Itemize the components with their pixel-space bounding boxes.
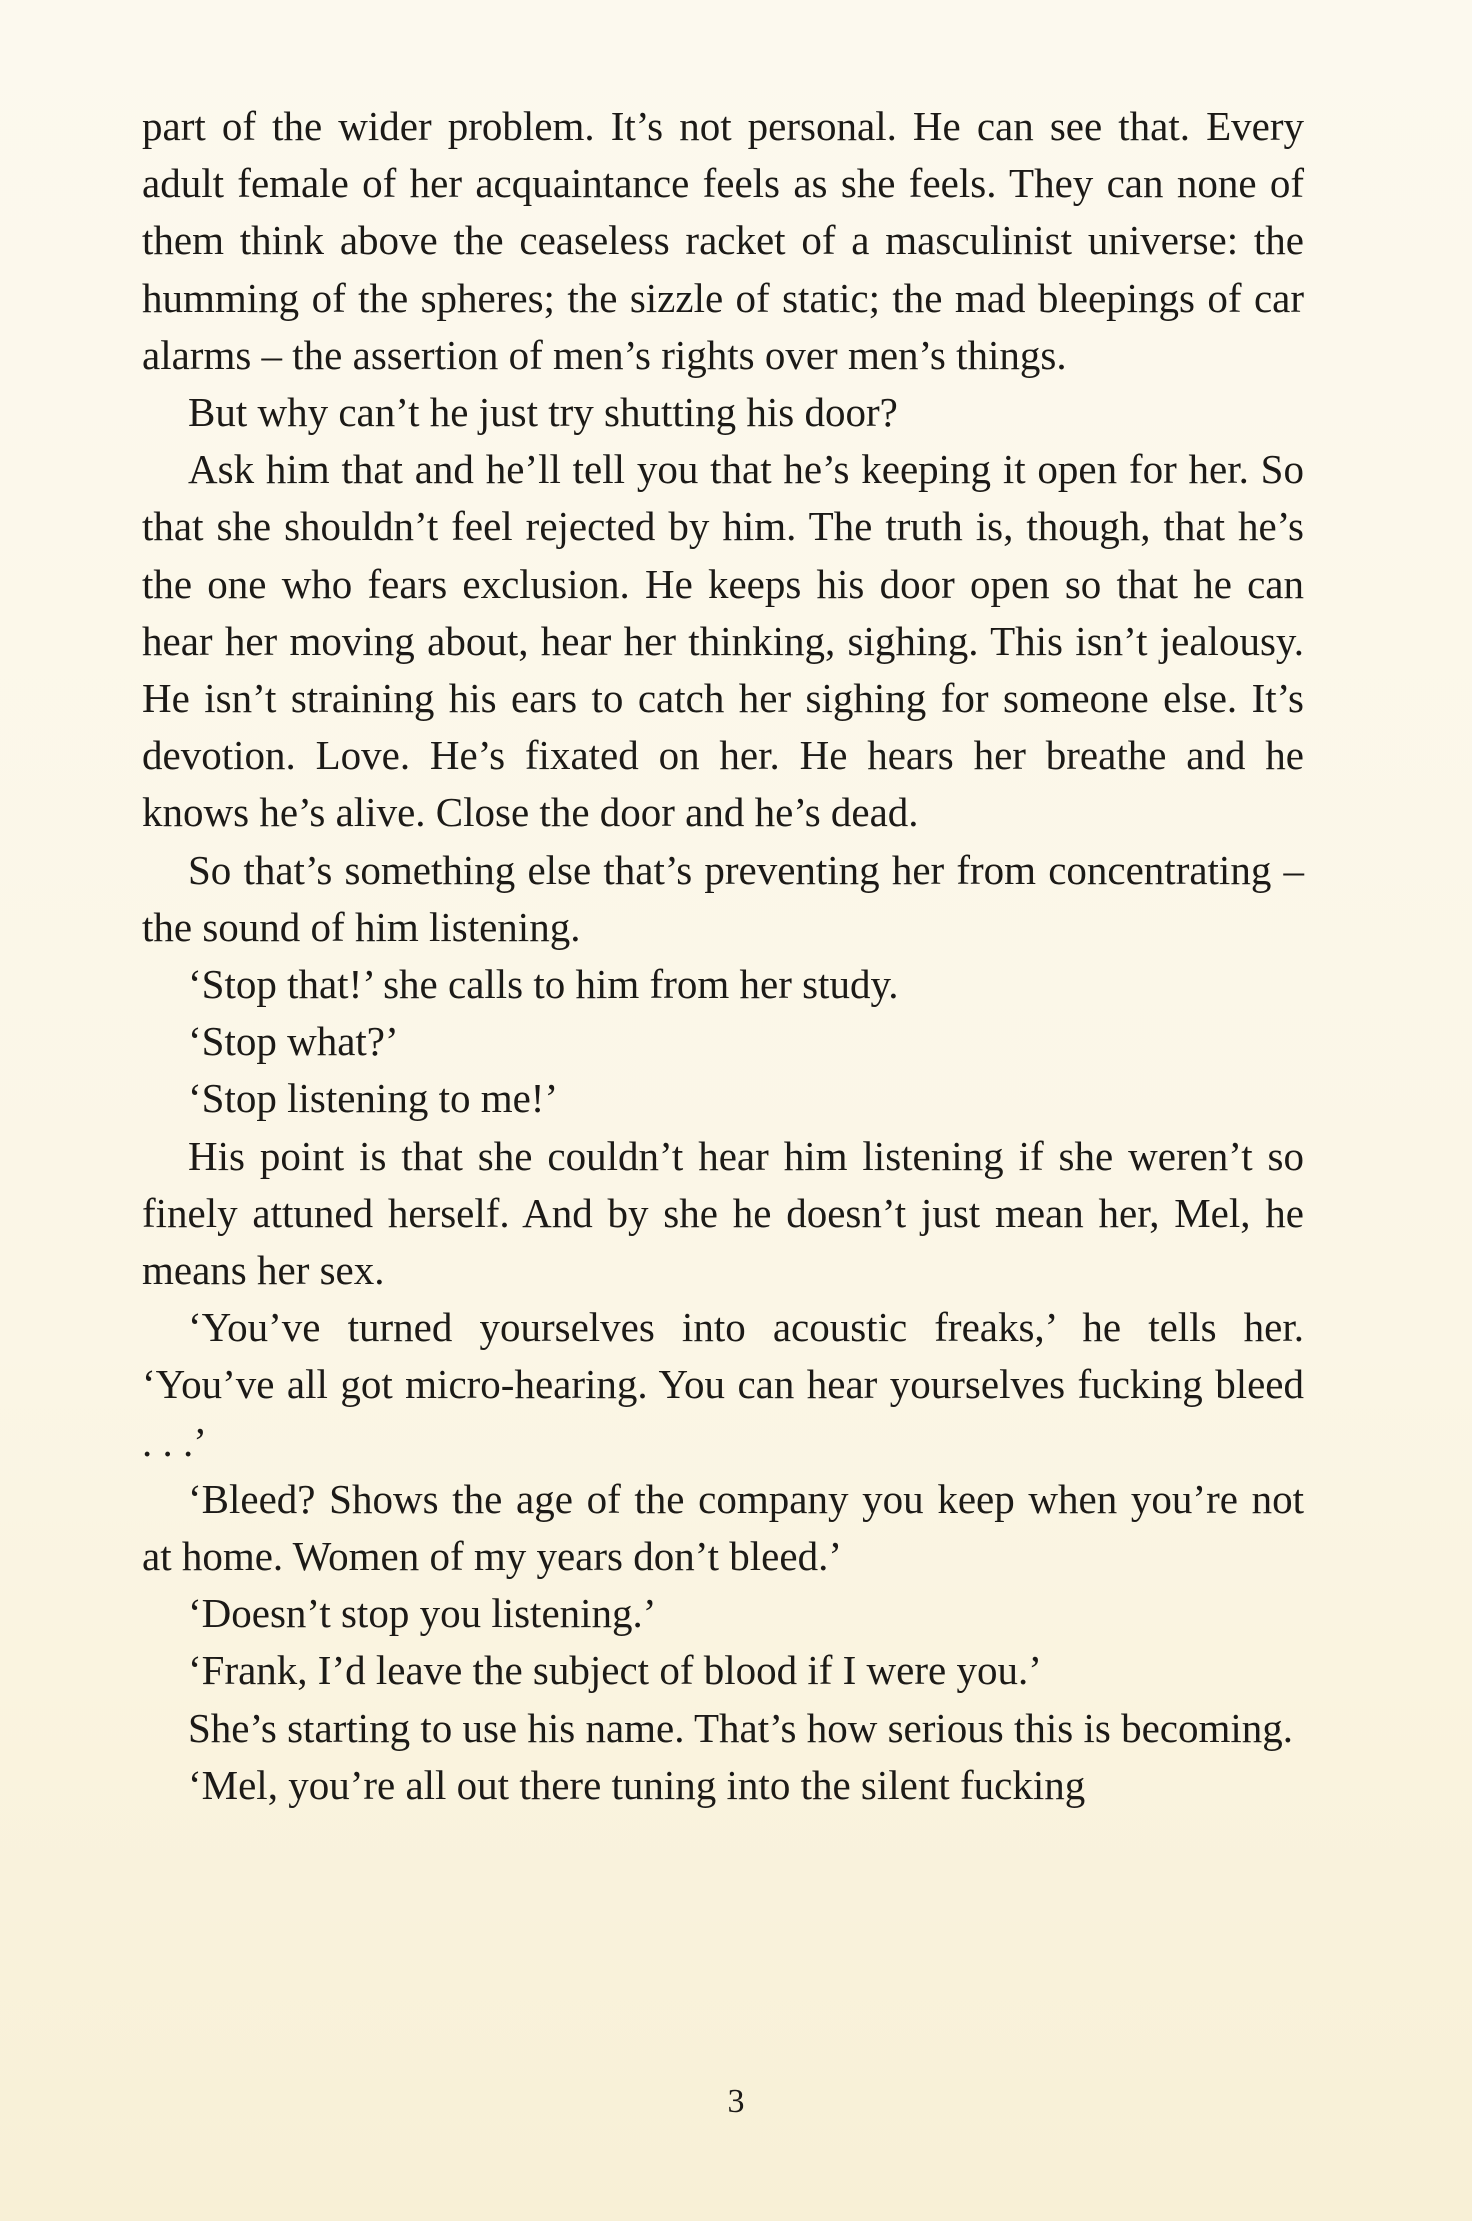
page-number: 3 bbox=[727, 2083, 745, 2120]
paragraph-8: His point is that she couldn’t hear him listening if she weren’t so finely attuned herself. And by she he doesn’t just mean her, Mel, he means her sex. bbox=[142, 1132, 1304, 1294]
paragraph-4: So that’s something else that’s preventing her from concentrating – the sound of him listening. bbox=[142, 846, 1304, 950]
paragraph-2: But why can’t he just try shutting his door? bbox=[188, 389, 898, 436]
paragraph-12: ‘Frank, I’d leave the subject of blood if I were you.’ bbox=[188, 1647, 1042, 1694]
paragraph-13: She’s starting to use his name. That’s how serious this is becoming. bbox=[188, 1704, 1294, 1751]
paragraph-1: part of the wider problem. It’s not personal. He can see that. Every adult female of her acquaintance feels as she feels. They can none of them think above the ceaseless racket of a masculinist universe: the humming of the spheres; the sizzle of static; the mad bleepings of car alarms – the assertion of men’s rights over men’s things. bbox=[142, 103, 1304, 378]
paragraph-7: ‘Stop listening to me!’ bbox=[188, 1075, 559, 1122]
paragraph-9: ‘You’ve turned yourselves into acoustic freaks,’ he tells her. ‘You’ve all got micro-hearing. You can hear yourselves fucking bleed . . .’ bbox=[142, 1304, 1304, 1465]
paragraph-5: ‘Stop that!’ she calls to him from her study. bbox=[188, 961, 899, 1008]
paragraph-10: ‘Bleed? Shows the age of the company you keep when you’re not at home. Women of my years don’t bleed.’ bbox=[142, 1475, 1304, 1580]
body-text bbox=[142, 98, 1304, 1814]
paragraph-6: ‘Stop what?’ bbox=[188, 1018, 399, 1065]
paragraph-14: ‘Mel, you’re all out there tuning into the silent fucking bbox=[188, 1761, 1086, 1808]
paragraph-11: ‘Doesn’t stop you listening.’ bbox=[188, 1590, 657, 1637]
paragraph-3: Ask him that and he’ll tell you that he’s keeping it open for her. So that she shouldn’t feel rejected by him. The truth is, though, that he’s the one who fears exclusion. He keeps his door open so that he can hear her moving about, hear her thinking, sighing. This isn’t jealousy. He isn’t straining his ears to catch her sighing for someone else. It’s devotion. Love. He’s fixated on her. He hears her breathe and he knows he’s alive. Close the door and he’s dead. bbox=[142, 446, 1304, 836]
